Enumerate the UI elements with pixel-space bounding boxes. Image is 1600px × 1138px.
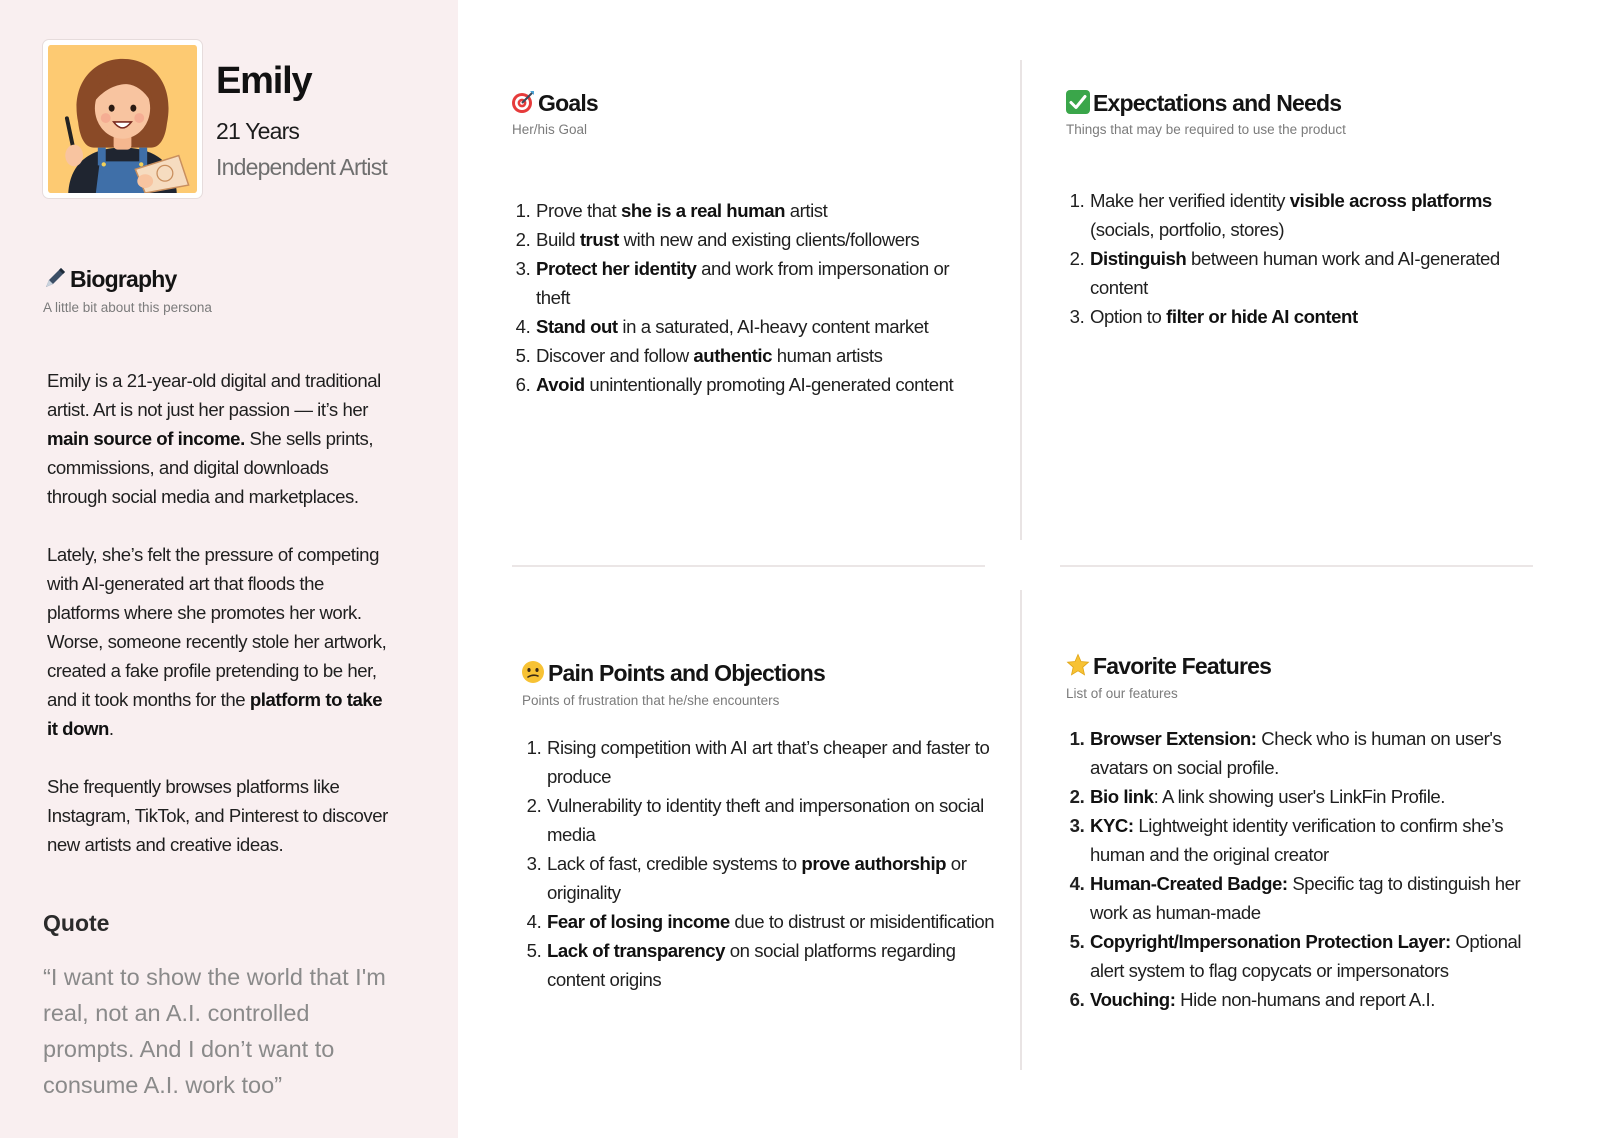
list-item: 5. Copyright/Impersonation Protection Layer: Optional alert system to flag copycats or impersonators bbox=[1089, 927, 1546, 985]
avatar bbox=[42, 39, 203, 199]
bio-paragraph: Emily is a 21-year-old digital and traditional artist. Art is not just her passion — it’s her main source of income. She sells prints, commissions, and digital downloads through social media and marketplaces. bbox=[47, 370, 381, 507]
bio-paragraph: She frequently browses platforms like Instagram, TikTok, and Pinterest to discover new artists and creative ideas. bbox=[47, 776, 388, 855]
list-item: 2. Distinguish between human work and AI-generated content bbox=[1089, 244, 1536, 302]
list-item: 6. Vouching: Hide non-humans and report A.I. bbox=[1089, 985, 1546, 1014]
persona-role: Independent Artist bbox=[216, 154, 388, 180]
horizontal-divider bbox=[512, 565, 985, 567]
list-item: 1. Prove that she is a real human artist bbox=[535, 196, 982, 225]
quote-text: “I want to show the world that I'm real, not an A.I. controlled prompts. And I don’t want to consume A.I. work too” bbox=[43, 964, 386, 1098]
biography-title: Biography bbox=[43, 266, 177, 296]
vertical-divider bbox=[1020, 590, 1022, 1070]
list-item: 3. Option to filter or hide AI content bbox=[1089, 302, 1536, 331]
features-list bbox=[1066, 724, 1546, 1014]
persona-sidebar bbox=[0, 0, 458, 1138]
pain-points-list bbox=[523, 733, 995, 994]
horizontal-divider bbox=[1060, 565, 1533, 567]
list-item: 4. Human-Created Badge: Specific tag to distinguish her work as human-made bbox=[1089, 869, 1546, 927]
list-item: 5. Lack of transparency on social platforms regarding content origins bbox=[546, 936, 995, 994]
list-item: 2. Bio link: A link showing user's LinkFin Profile. bbox=[1089, 782, 1546, 811]
list-item: 4. Fear of losing income due to distrust or misidentification bbox=[546, 907, 995, 936]
check-mark-icon bbox=[1066, 90, 1090, 120]
features-title: Favorite Features bbox=[1066, 653, 1271, 683]
list-item: 3. Protect her identity and work from impersonation or theft bbox=[535, 254, 982, 312]
persona-age: 21 Years bbox=[216, 118, 300, 144]
expectations-subtitle: Things that may be required to use the product bbox=[1066, 122, 1346, 137]
expectations-title: Expectations and Needs bbox=[1066, 90, 1341, 120]
star-icon bbox=[1066, 653, 1090, 683]
expectations-list bbox=[1066, 186, 1536, 331]
quote-title: Quote bbox=[43, 910, 110, 936]
list-item: 2. Build trust with new and existing clients/followers bbox=[535, 225, 982, 254]
pain-points-title: Pain Points and Objections bbox=[521, 660, 825, 690]
target-icon bbox=[511, 90, 535, 120]
bio-paragraph: Lately, she’s felt the pressure of competing with AI-generated art that floods the platforms where she promotes her work. Worse, someone recently stole her artwork, created a fake profile pretending to be her, and it took months for the platform to take it down. bbox=[47, 544, 387, 739]
list-item: 2. Vulnerability to identity theft and impersonation on social media bbox=[546, 791, 995, 849]
list-item: 3. KYC: Lightweight identity verification to confirm she’s human and the original creator bbox=[1089, 811, 1546, 869]
woman-artist-avatar-icon bbox=[48, 45, 197, 193]
list-item: 1. Rising competition with AI art that’s cheaper and faster to produce bbox=[546, 733, 995, 791]
list-item: 6. Avoid unintentionally promoting AI-generated content bbox=[535, 370, 982, 399]
list-item: 4. Stand out in a saturated, AI-heavy content market bbox=[535, 312, 982, 341]
persona-name: Emily bbox=[216, 60, 312, 102]
list-item: 5. Discover and follow authentic human artists bbox=[535, 341, 982, 370]
biography-text bbox=[47, 366, 392, 888]
list-item: 1. Make her verified identity visible across platforms (socials, portfolio, stores) bbox=[1089, 186, 1536, 244]
goals-title: Goals bbox=[511, 90, 598, 120]
vertical-divider bbox=[1020, 60, 1022, 540]
pen-icon bbox=[43, 266, 67, 296]
biography-subtitle: A little bit about this persona bbox=[43, 300, 212, 315]
goals-subtitle: Her/his Goal bbox=[512, 122, 588, 137]
goals-list bbox=[512, 196, 982, 399]
confused-face-icon bbox=[521, 660, 545, 690]
list-item: 1. Browser Extension: Check who is human on user's avatars on social profile. bbox=[1089, 724, 1546, 782]
pain-points-subtitle: Points of frustration that he/she encounters bbox=[522, 693, 780, 708]
features-subtitle: List of our features bbox=[1066, 686, 1178, 701]
list-item: 3. Lack of fast, credible systems to prove authorship or originality bbox=[546, 849, 995, 907]
